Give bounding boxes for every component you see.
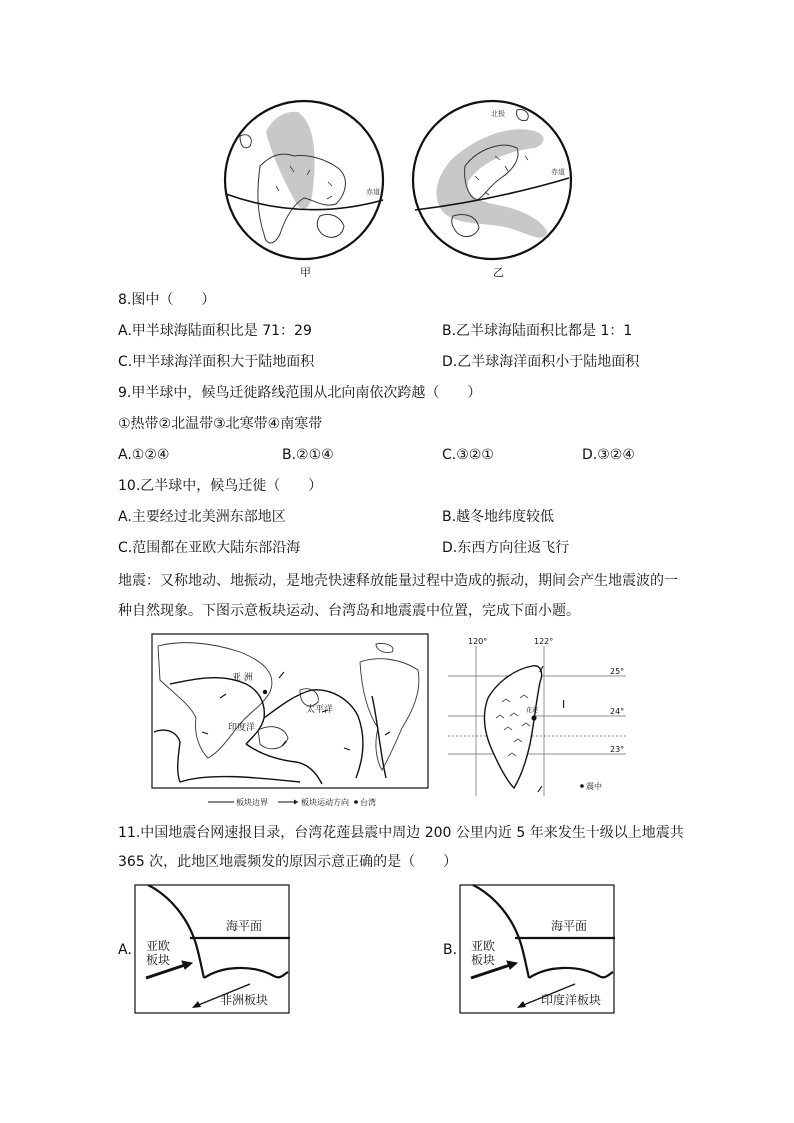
map-mark: I (562, 698, 566, 711)
question-8-option-a[interactable]: A.甲半球海陆面积比是 71：29 (118, 323, 312, 339)
eurasia-label-b-l1: 亚欧 (471, 939, 496, 953)
question-8-stem: 8.图中（ ） (118, 292, 216, 308)
globe-jia-figure (220, 96, 390, 281)
equator-label-jia: 赤道 (366, 188, 380, 196)
migration-band-yi (436, 129, 547, 237)
legend-taiwan: 台湾 (360, 798, 376, 807)
pole-label-yi: 北极 (491, 110, 505, 118)
question-9-option-b[interactable]: B.②①④ (282, 447, 334, 463)
question-8-option-d[interactable]: D.乙半球海洋面积小于陆地面积 (442, 354, 640, 370)
question-11-option-a-diagram[interactable] (134, 884, 290, 1014)
earthquake-intro: 地震：又称地动、地振动，是地壳快速释放能量过程中造成的振动，期间会产生地震波的一种自然现象。下图示意板块运动、台湾岛和地震震中位置，完成下面小题。 (118, 573, 678, 619)
africa-plate-label: 非洲板块 (220, 993, 269, 1007)
indian-ocean-plate-label: 印度洋板块 (541, 993, 602, 1007)
question-11-option-a-letter[interactable]: A. (118, 942, 132, 958)
lat-label-25: 25° (610, 667, 625, 676)
question-11-stem-line1: 11.中国地震台网速报目录，台湾花莲县震中周边 200 公里内近 5 年来发生十级以上地震共 (118, 825, 684, 841)
taiwan-island-outline (485, 666, 542, 788)
taiwan-marker (263, 690, 267, 694)
question-10-option-b[interactable]: B.越冬地纬度较低 (442, 509, 555, 525)
eurasia-label-a-l1: 亚欧 (146, 939, 171, 953)
question-8-option-c[interactable]: C.甲半球海洋面积大于陆地面积 (118, 354, 315, 370)
question-9-items: ①热带②北温带③北寒带④南寒带 (118, 416, 323, 432)
eurasia-label-a-l2: 板块 (146, 953, 171, 967)
label-indian-ocean: 印度洋 (228, 723, 256, 733)
question-9-option-a[interactable]: A.①②④ (118, 447, 170, 463)
legend-direction: 板块运动方向 (301, 798, 349, 807)
question-10-option-a[interactable]: A.主要经过北美洲东部地区 (118, 509, 286, 525)
question-8-option-b[interactable]: B.乙半球海陆面积比都是 1：1 (442, 323, 633, 339)
lon-label-122: 122° (534, 637, 554, 646)
question-11-option-b-letter[interactable]: B. (443, 942, 458, 958)
question-10-option-c[interactable]: C.范围都在亚欧大陆东部沿海 (118, 540, 301, 556)
question-10-stem: 10.乙半球中，候鸟迁徙（ ） (118, 478, 323, 494)
question-10-option-d[interactable]: D.东西方向往返飞行 (442, 540, 570, 556)
sea-level-label-a: 海平面 (226, 919, 263, 933)
lat-label-24: 24° (610, 707, 625, 716)
lat-label-23: 23° (610, 745, 625, 754)
place-hualien: 花莲 (526, 707, 539, 714)
label-asia: 亚 洲 (232, 673, 253, 683)
globe-yi-figure (405, 96, 580, 281)
sea-level-label-b: 海平面 (551, 919, 588, 933)
eurasia-label-b-l2: 板块 (471, 953, 496, 967)
label-pacific: 太平洋 (306, 705, 334, 715)
question-9-stem: 9.甲半球中，候鸟迁徙路线范围从北向南依次跨越（ ） (118, 385, 482, 401)
lon-label-120: 120° (468, 637, 488, 646)
globe-caption-jia: 甲 (300, 266, 311, 279)
legend-boundary: 板块边界 (236, 798, 268, 807)
question-11-option-b-diagram[interactable] (459, 884, 615, 1014)
globe-caption-yi: 乙 (493, 266, 504, 279)
question-9-option-d[interactable]: D.③②④ (582, 447, 635, 463)
equator-label-yi: 赤道 (551, 168, 565, 176)
question-11-stem-line2: 365 次，此地区地震频发的原因示意正确的是（ ） (118, 854, 458, 870)
migration-band-jia (266, 112, 315, 209)
globe-outline-yi (413, 101, 571, 259)
legend-epicenter: 震中 (586, 782, 602, 791)
world-plate-map (150, 632, 430, 810)
epicenter-marker (531, 715, 536, 720)
taiwan-map (440, 632, 636, 804)
question-9-option-c[interactable]: C.③②① (442, 447, 494, 463)
